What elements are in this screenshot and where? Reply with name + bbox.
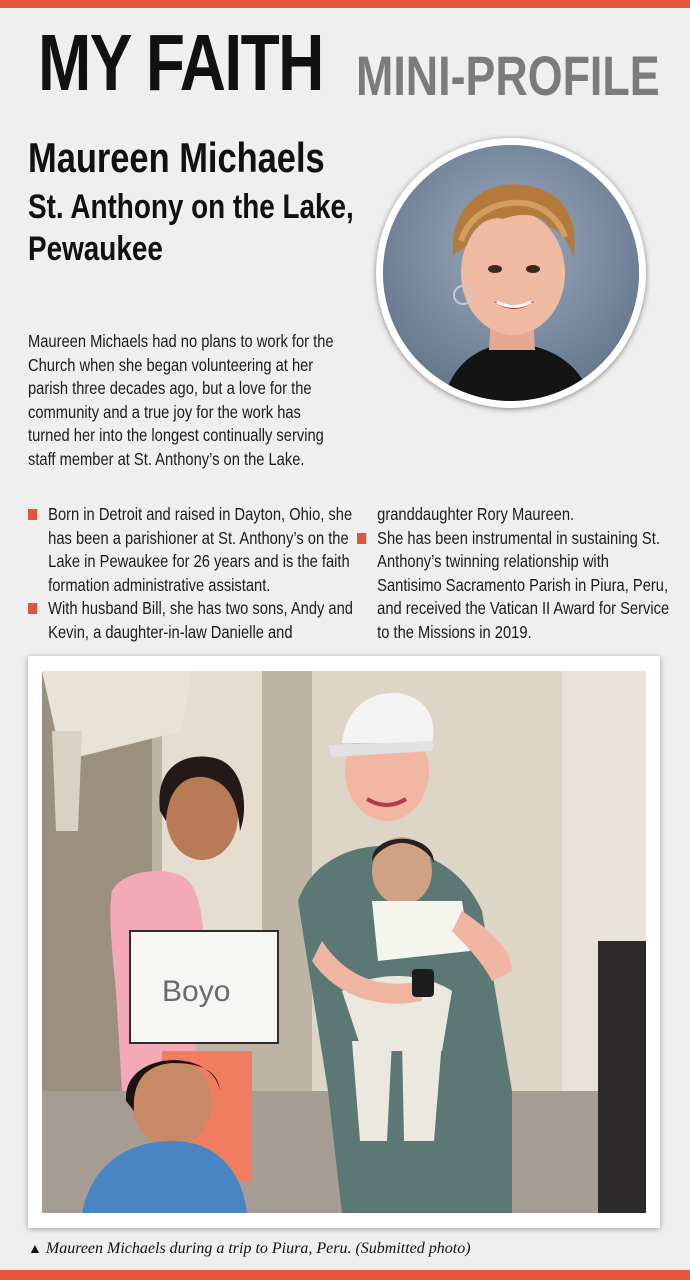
profile-parish [28, 186, 372, 270]
bullet-family-continued: granddaughter Rory Maureen. [377, 504, 575, 524]
top-accent-rule [0, 0, 690, 8]
intro-paragraph: Maureen Michaels had no plans to work for the Church when she began volunteering at her parish three decades ago, but a love for the community and a true joy for the work has turned her into the longest continually serving staff member at St. Anthony’s on the Lake. [28, 331, 334, 469]
bottom-accent-rule [0, 1270, 690, 1280]
bullet-twinning: She has been instrumental in sustaining St. Anthony’s twinning relationship with Santisimo Sacramento Parish in Piura, Peru, and received the Vatican II Award for Service to the Missions in 2019. [357, 527, 676, 645]
whiteboard-text: Boyo [162, 975, 231, 1008]
photo-caption [28, 1240, 471, 1258]
bullet-family: With husband Bill, she has two sons, Andy and Kevin, a daughter-in-law Danielle and [28, 597, 364, 644]
caption-triangle-icon: ▲ [28, 1242, 42, 1257]
bullets-right-column [357, 503, 676, 644]
trip-photo-illustration [42, 671, 646, 1213]
bullet-birthplace: Born in Detroit and raised in Dayton, Ohio, she has been a parishioner at St. Anthony’s on the Lake in Pewaukee for 26 years and is the faith formation administrative assistant. [28, 503, 364, 597]
profile-name: Maureen Michaels [28, 134, 325, 181]
trip-photo-frame [28, 656, 660, 1228]
trip-photo [42, 671, 646, 1213]
bullets-left-column [28, 503, 364, 644]
portrait-illustration [383, 145, 639, 401]
parish-line-2: Pewaukee [28, 230, 163, 268]
masthead-title: MY FAITH [38, 18, 323, 107]
masthead [38, 18, 660, 108]
parish-line-1: St. Anthony on the Lake, [28, 188, 354, 226]
portrait-photo [376, 138, 646, 408]
caption-text: Maureen Michaels during a trip to Piura, Peru. (Submitted photo) [45, 1240, 471, 1257]
masthead-subtitle: MINI-PROFILE [356, 44, 660, 107]
